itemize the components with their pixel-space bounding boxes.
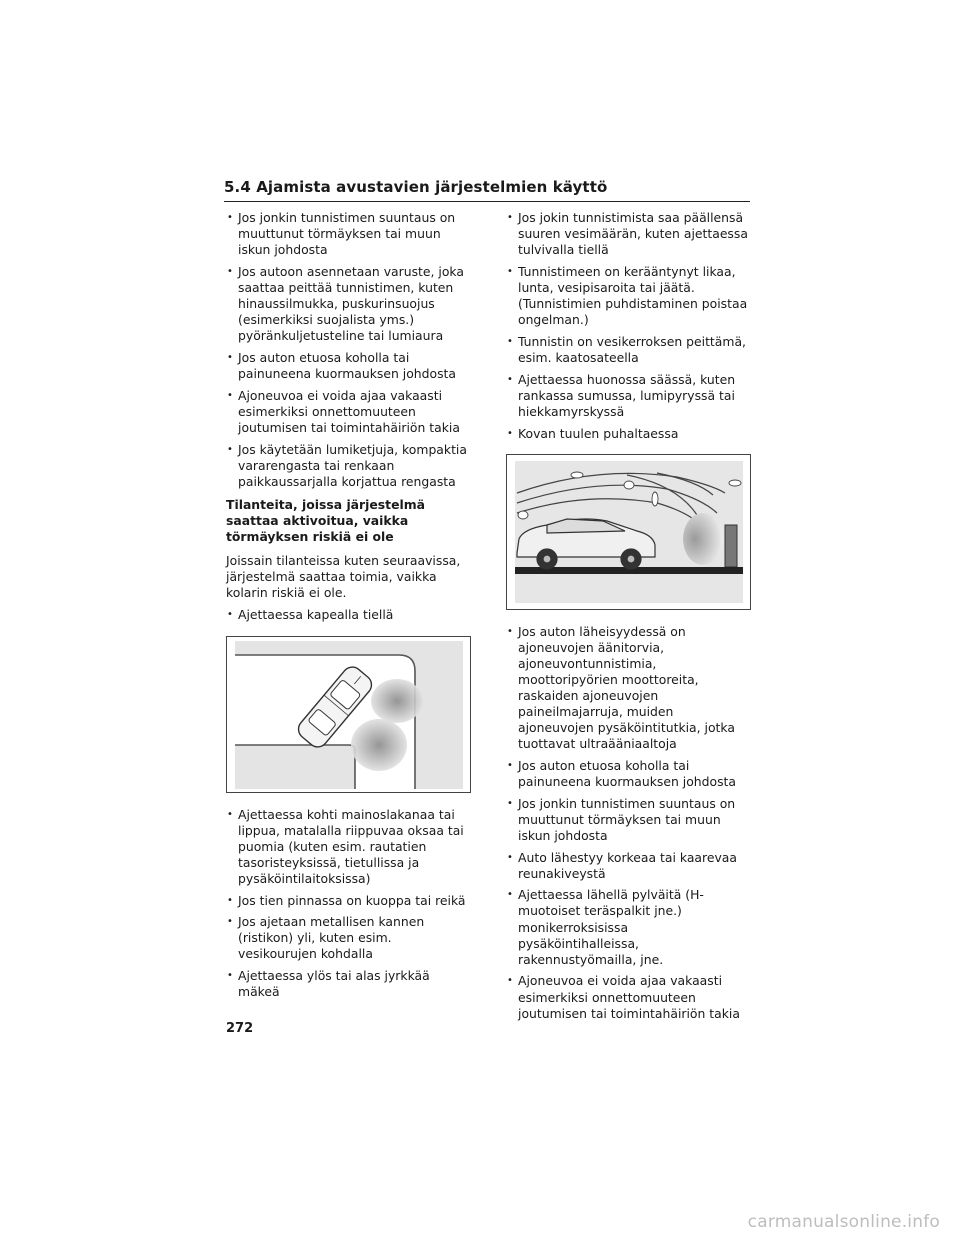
list-item: • Ajettaessa lähellä pylväitä (H-muotoiset teräspalkit jne.) monikerroksisissa pysäköintihalleissa, rakennustyömailla, jne. [506, 887, 750, 967]
page-number: 272 [226, 1021, 254, 1036]
list-item: • Jos ajetaan metallisen kannen (ristikon) yli, kuten esim. vesikourujen kohdalla [226, 914, 470, 962]
list-item: • Jos auton läheisyydessä on ajoneuvojen äänitorvia, ajoneuvontunnistimia, moottoripyörien moottoreita, raskaiden ajoneuvojen paineilmajarruja, muiden ajoneuvojen pysäköintitutkia, jotka tuottavat ultraääniaaltoja [506, 624, 750, 753]
list-item: • Jos autoon asennetaan varuste, joka saattaa peittää tunnistimen, kuten hinaussilmukka, puskurinsuojus (esimerkiksi suojalista yms.) pyöränkuljetusteline tai lumiaura [226, 264, 470, 344]
left-column [226, 210, 470, 1006]
subheading: Tilanteita, joissa järjestelmä saattaa aktivoitua, vaikka törmäyksen riskiä ei ole [226, 496, 426, 545]
bullet-list [506, 210, 750, 442]
narrow-road-drawing [227, 637, 470, 792]
watermark: carmanualsonline.info [747, 1212, 940, 1232]
list-item: • Jos tien pinnassa on kuoppa tai reikä [226, 893, 470, 909]
list-item: • Jos käytetään lumiketjuja, kompaktia vararengasta tai renkaan paikkaussarjalla korjattua rengasta [226, 442, 470, 490]
header-rule [224, 201, 750, 202]
bullet-list [226, 807, 470, 1001]
narrow-road-illustration [226, 636, 471, 793]
list-item: • Ajettaessa kohti mainoslakanaa tai lippua, matalalla riippuvaa oksaa tai puomia (kuten esim. rautatien tasoristeyksissä, tietullissa ja pysäköintilaitoksissa) [226, 807, 470, 887]
bullet-list [226, 607, 470, 623]
section-header [224, 178, 750, 202]
list-item: • Jos auton etuosa koholla tai painuneena kuormauksen johdosta [506, 758, 750, 790]
list-item: • Ajettaessa ylös tai alas jyrkkää mäkeä [226, 968, 470, 1000]
list-item: • Jos jonkin tunnistimen suuntaus on muuttunut törmäyksen tai muun iskun johdosta [226, 210, 470, 258]
list-item: • Ajoneuvoa ei voida ajaa vakaasti esimerkiksi onnettomuuteen joutumisen tai toimintahäiriön takia [506, 973, 750, 1021]
list-item: • Auto lähestyy korkeaa tai kaarevaa reunakiveystä [506, 850, 750, 882]
list-item: • Kovan tuulen puhaltaessa [506, 426, 750, 442]
right-column [506, 210, 750, 1027]
section-title: 5.4 Ajamista avustavien järjestelmien käyttö [224, 178, 608, 196]
list-item: • Jos jokin tunnistimista saa päällensä suuren vesimäärän, kuten ajettaessa tulvivalla tiellä [506, 210, 750, 258]
list-item: • Ajettaessa kapealla tiellä [226, 607, 470, 623]
bullet-list [506, 624, 750, 1022]
paragraph: Joissain tilanteissa kuten seuraavissa, järjestelmä saattaa toimia, vaikka kolarin riskiä ei ole. [226, 553, 461, 601]
list-item: • Tunnistin on vesikerroksen peittämä, esim. kaatosateella [506, 334, 750, 366]
list-item: • Ajoneuvoa ei voida ajaa vakaasti esimerkiksi onnettomuuteen joutumisen tai toimintahäiriön takia [226, 388, 470, 436]
list-item: • Ajettaessa huonossa säässä, kuten rankassa sumussa, lumipyryssä tai hiekkamyrskyssä [506, 372, 750, 420]
list-item: • Jos jonkin tunnistimen suuntaus on muuttunut törmäyksen tai muun iskun johdosta [506, 796, 750, 844]
strong-wind-drawing [507, 455, 750, 609]
bullet-list [226, 210, 470, 490]
list-item: • Jos auton etuosa koholla tai painuneena kuormauksen johdosta [226, 350, 470, 382]
list-item: • Tunnistimeen on kerääntynyt likaa, lunta, vesipisaroita tai jäätä. (Tunnistimien puhdistaminen poistaa ongelman.) [506, 264, 750, 328]
strong-wind-illustration [506, 454, 751, 610]
